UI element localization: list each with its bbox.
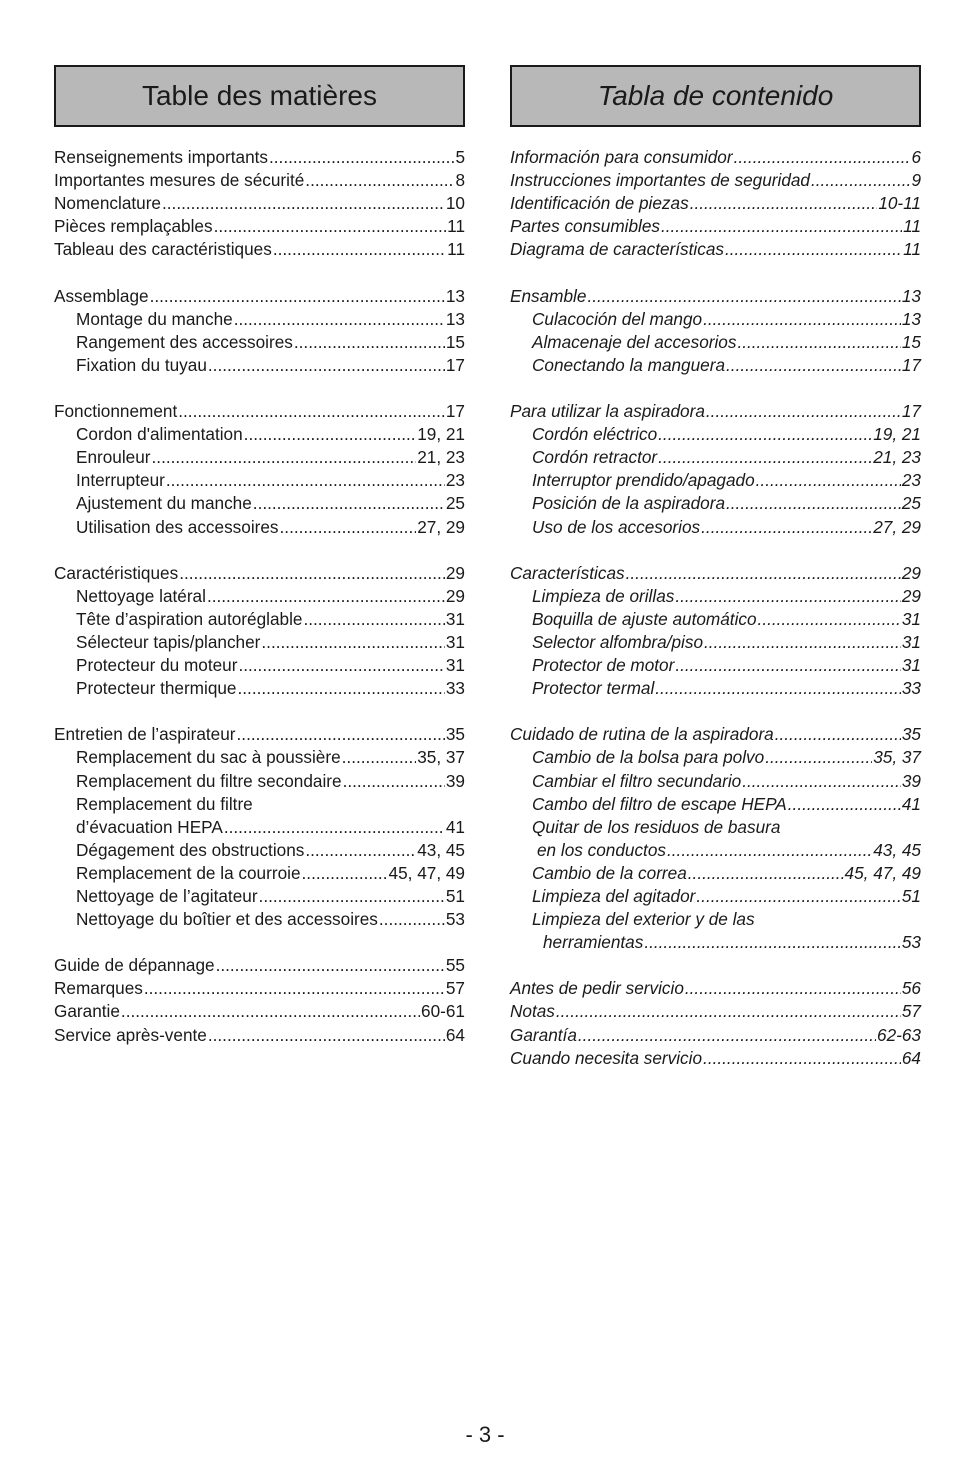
dot-leader — [178, 400, 445, 423]
dot-leader — [244, 423, 417, 446]
toc-entry-page: 33 — [445, 678, 465, 699]
toc-entry-label: Remplacement de la courroie — [76, 862, 301, 883]
dot-leader — [658, 446, 872, 469]
toc-subentry — [510, 608, 921, 631]
toc-entry-page: 11 — [903, 239, 921, 260]
toc-entry — [510, 192, 921, 215]
toc-entry-page: 21, 23 — [417, 447, 465, 468]
spanish-column — [510, 65, 921, 1070]
toc-entry — [510, 1000, 921, 1023]
dot-leader — [685, 977, 901, 1000]
toc-entry-page: 43, 45 — [873, 839, 921, 860]
toc-entry-page: 13 — [901, 285, 921, 306]
toc-entry-label: Enrouleur — [76, 447, 151, 468]
toc-entry-page: 31 — [901, 631, 921, 652]
toc-entry-label: Para utilizar la aspiradora — [510, 401, 705, 422]
toc-entry-label: Caractéristiques — [54, 562, 179, 583]
toc-entry-page: 51 — [445, 886, 465, 906]
dot-leader — [121, 1000, 420, 1023]
toc-entry-label: Ajustement du manche — [76, 493, 252, 514]
toc-entry — [510, 146, 921, 169]
toc-subentry — [54, 469, 465, 492]
toc-entry-label: Assemblage — [54, 285, 149, 306]
toc-entry-page: 31 — [445, 608, 465, 629]
toc-entry-page: 57 — [901, 1001, 921, 1022]
toc-entry-page: 31 — [901, 608, 921, 629]
toc-entry — [510, 238, 921, 261]
toc-entry-page: 11 — [447, 216, 465, 237]
toc-entry — [54, 215, 465, 238]
dot-leader — [152, 446, 417, 469]
toc-entry — [54, 1000, 465, 1023]
toc-section-entry — [54, 400, 465, 423]
toc-subentry — [510, 908, 921, 931]
toc-subentry — [54, 654, 465, 677]
toc-entry-page: 13 — [445, 285, 465, 306]
dot-leader — [726, 354, 901, 377]
toc-entry-label: Interrupteur — [76, 470, 165, 491]
toc-entry-page: 31 — [901, 655, 921, 676]
dot-leader — [696, 885, 900, 908]
spanish-toc-title: Tabla de contenido — [510, 65, 921, 127]
toc-entry-label: Protecteur du moteur — [76, 655, 238, 676]
toc-entry-page: 5 — [455, 147, 465, 167]
toc-subentry — [510, 631, 921, 654]
toc-entry-page: 64 — [445, 1024, 465, 1045]
toc-entry-page: 9 — [911, 170, 921, 191]
toc-entry-label: Importantes mesures de sécurité — [54, 170, 305, 191]
toc-entry-page: 62-63 — [877, 1024, 921, 1045]
toc-entry-label: Quitar de los residuos de basura — [532, 816, 781, 837]
dot-leader — [811, 169, 910, 192]
toc-subentry — [510, 423, 921, 446]
toc-entry-page: 55 — [445, 955, 465, 976]
toc-entry-page: 10-11 — [878, 193, 921, 214]
toc-subentry — [54, 516, 465, 539]
dot-leader — [207, 585, 445, 608]
toc-entry-label: Nettoyage du boîtier et des accessoires — [76, 909, 378, 930]
toc-subentry — [54, 331, 465, 354]
toc-entry-page: 45, 47, 49 — [844, 862, 921, 883]
toc-entry — [510, 169, 921, 192]
toc-entry-label: Remplacement du filtre secondaire — [76, 770, 342, 791]
toc-entry-page: 45, 47, 49 — [388, 862, 465, 883]
toc-section-entry — [54, 285, 465, 308]
dot-leader — [658, 423, 872, 446]
toc-entry-page: 15 — [901, 331, 921, 352]
french-toc-title: Table des matières — [54, 65, 465, 127]
toc-subentry — [54, 354, 465, 377]
toc-section-entry — [54, 562, 465, 585]
toc-subentry — [510, 770, 921, 793]
toc-entry-page: 39 — [445, 770, 465, 791]
dot-leader — [305, 169, 454, 192]
toc-entry-page: 11 — [903, 216, 921, 237]
toc-subentry — [54, 585, 465, 608]
dot-leader — [269, 146, 454, 169]
dot-leader — [208, 354, 445, 377]
toc-entry-label: Fonctionnement — [54, 401, 178, 422]
toc-subentry — [510, 862, 921, 885]
toc-entry — [54, 146, 465, 169]
toc-entry-page: 21, 23 — [873, 447, 921, 468]
toc-entry-label: Protecteur thermique — [76, 678, 237, 699]
dot-leader — [701, 516, 872, 539]
toc-entry-label: herramientas — [543, 932, 644, 953]
toc-subentry — [54, 885, 465, 908]
dot-leader — [273, 238, 446, 261]
toc-entry-page: 53 — [901, 932, 921, 953]
dot-leader — [758, 608, 901, 631]
toc-entry-label: Garantía — [510, 1024, 577, 1045]
toc-entry-label: Cuidado de rutina de la aspiradora — [510, 724, 774, 745]
toc-entry-label: Protector termal — [532, 678, 655, 699]
toc-subentry — [54, 308, 465, 331]
dot-leader — [253, 492, 445, 515]
toc-entry-label: Boquilla de ajuste automático — [532, 608, 757, 629]
dot-leader — [690, 192, 878, 215]
toc-entry-page: 13 — [901, 308, 921, 329]
toc-entry-page: 17 — [901, 401, 921, 422]
dot-leader — [706, 400, 901, 423]
toc-entry-label: Diagrama de características — [510, 239, 724, 260]
toc-subentry — [510, 839, 921, 862]
toc-subentry — [510, 469, 921, 492]
dot-leader — [742, 770, 901, 793]
toc-subentry — [510, 654, 921, 677]
toc-entry-label: Características — [510, 562, 625, 583]
dot-leader — [725, 238, 902, 261]
dot-leader — [238, 677, 445, 700]
dot-leader — [259, 885, 445, 908]
toc-entry-page: 31 — [445, 631, 465, 652]
dot-leader — [216, 954, 445, 977]
dot-leader — [704, 631, 901, 654]
toc-entry-page: 25 — [445, 493, 465, 514]
toc-entry-page: 27, 29 — [873, 516, 921, 537]
toc-entry-page: 60-61 — [421, 1001, 465, 1022]
dot-leader — [675, 585, 901, 608]
dot-leader — [775, 723, 901, 746]
toc-entry-label: Pièces remplaçables — [54, 216, 213, 237]
toc-entry-label: Service après-vente — [54, 1024, 207, 1045]
toc-entry-label: Partes consumibles — [510, 216, 660, 237]
toc-subentry — [510, 585, 921, 608]
dot-leader — [556, 1000, 901, 1023]
toc-entry — [54, 238, 465, 261]
toc-entry-label: Conectando la manguera — [532, 354, 726, 375]
toc-entry-label: Uso de los accesorios — [532, 516, 701, 537]
dot-leader — [655, 677, 901, 700]
dot-leader — [788, 793, 901, 816]
toc-entry — [510, 215, 921, 238]
toc-entry-page: 15 — [445, 331, 465, 352]
dot-leader — [587, 285, 900, 308]
dot-leader — [166, 469, 445, 492]
dot-leader — [224, 816, 445, 839]
toc-entry-label: Nettoyage de l’agitateur — [76, 886, 258, 906]
toc-entry-page: 29 — [445, 562, 465, 583]
toc-entry-page: 41 — [901, 793, 921, 814]
toc-entry-label: Remplacement du filtre — [76, 793, 253, 814]
toc-entry-page: 35, 37 — [417, 747, 465, 768]
toc-entry-page: 23 — [445, 470, 465, 491]
toc-entry — [510, 977, 921, 1000]
toc-section-entry — [510, 723, 921, 746]
toc-entry-label: Rangement des accessoires — [76, 331, 293, 352]
dot-leader — [703, 308, 901, 331]
dot-leader — [208, 1024, 445, 1047]
toc-entry-label: Limpieza del agitador — [532, 886, 696, 906]
toc-entry-label: Dégagement des obstructions — [76, 839, 305, 860]
page-number: - 3 - — [465, 1422, 505, 1447]
toc-entry-page: 29 — [901, 562, 921, 583]
toc-entry-page: 43, 45 — [417, 839, 465, 860]
toc-entry-page: 53 — [445, 909, 465, 930]
toc-entry-label: en los conductos — [537, 839, 666, 860]
toc-section-entry — [510, 285, 921, 308]
toc-entry-page: 6 — [911, 147, 921, 167]
toc-entry-page: 64 — [901, 1047, 921, 1068]
toc-entry-page: 56 — [901, 978, 921, 999]
dot-leader — [343, 770, 445, 793]
toc-section-entry — [54, 723, 465, 746]
dot-leader — [726, 492, 901, 515]
toc-entry-label: Interruptor prendido/apagado — [532, 470, 755, 491]
toc-subentry — [510, 331, 921, 354]
toc-entry-label: Antes de pedir servicio — [510, 978, 684, 999]
dot-leader — [302, 862, 388, 885]
dot-leader — [688, 862, 844, 885]
toc-entry-page: 19, 21 — [873, 424, 921, 445]
toc-entry-label: Nettoyage latéral — [76, 585, 206, 606]
dot-leader — [150, 285, 445, 308]
toc-entry-page: 35 — [445, 724, 465, 745]
toc-entry-label: Cuando necesita servicio — [510, 1047, 703, 1068]
dot-leader — [644, 931, 901, 954]
dot-leader — [179, 562, 445, 585]
toc-subentry — [54, 492, 465, 515]
toc-entry-label: d’évacuation HEPA — [76, 816, 223, 837]
toc-subentry — [510, 446, 921, 469]
dot-leader — [737, 331, 900, 354]
toc-subentry — [510, 816, 921, 839]
dot-leader — [756, 469, 901, 492]
dot-leader — [734, 146, 911, 169]
toc-subentry — [510, 354, 921, 377]
toc-entry-page: 17 — [445, 354, 465, 375]
toc-entry-page: 29 — [901, 585, 921, 606]
dot-leader — [261, 631, 444, 654]
toc-subentry — [54, 446, 465, 469]
toc-entry-label: Notas — [510, 1001, 555, 1022]
toc-entry-label: Garantie — [54, 1001, 120, 1022]
toc-section-entry — [510, 562, 921, 585]
toc-entry-page: 27, 29 — [417, 516, 465, 537]
toc-entry-page: 19, 21 — [417, 424, 465, 445]
toc-entry-label: Limpieza del exterior y de las — [532, 909, 755, 930]
dot-leader — [305, 839, 416, 862]
toc-entry-page: 57 — [445, 978, 465, 999]
dot-leader — [765, 746, 872, 769]
toc-entry-label: Selector alfombra/piso — [532, 631, 704, 652]
toc-entry-label: Posición de la aspiradora — [532, 493, 725, 514]
toc-entry — [510, 1047, 921, 1070]
toc-entry-label: Cambio de la correa — [532, 862, 687, 883]
toc-entry-label: Entretien de l’aspirateur — [54, 724, 236, 745]
toc-entry-page: 17 — [901, 354, 921, 375]
dot-leader — [238, 654, 444, 677]
toc-entry-page: 23 — [901, 470, 921, 491]
toc-entry-label: Almacenaje del accesorios — [532, 331, 737, 352]
toc-entry-label: Renseignements importants — [54, 147, 268, 167]
dot-leader — [237, 723, 445, 746]
toc-entry-label: Utilisation des accessoires — [76, 516, 279, 537]
toc-subentry — [510, 308, 921, 331]
toc-subentry — [510, 677, 921, 700]
toc-entry-label: Tête d’aspiration autoréglable — [76, 608, 303, 629]
dot-leader — [144, 977, 445, 1000]
toc-entry-page: 35, 37 — [873, 747, 921, 768]
toc-entry-label: Fixation du tuyau — [76, 354, 207, 375]
toc-entry-page: 31 — [445, 655, 465, 676]
toc-subentry — [510, 885, 921, 908]
toc-entry-page: 33 — [901, 678, 921, 699]
dot-leader — [294, 331, 445, 354]
toc-section-entry — [510, 400, 921, 423]
toc-entry-label: Cambiar el filtro secundario — [532, 770, 742, 791]
toc-entry-label: Cambo del filtro de escape HEPA — [532, 793, 787, 814]
toc-subentry — [54, 770, 465, 793]
toc-entry-page: 39 — [901, 770, 921, 791]
toc-subentry — [54, 423, 465, 446]
toc-entry-page: 10 — [445, 193, 465, 214]
toc-subentry — [54, 631, 465, 654]
toc-subentry — [54, 816, 465, 839]
dot-leader — [234, 308, 445, 331]
toc-subentry — [54, 862, 465, 885]
toc-entry-label: Nomenclature — [54, 193, 161, 214]
toc-entry-page: 25 — [901, 493, 921, 514]
toc-entry-label: Información para consumidor — [510, 147, 733, 167]
toc-entry-label: Guide de dépannage — [54, 955, 215, 976]
dot-leader — [667, 839, 872, 862]
toc-entry-page: 35 — [901, 724, 921, 745]
toc-entry — [54, 192, 465, 215]
french-toc-list — [54, 146, 465, 1047]
toc-entry-label: Cordón retractor — [532, 447, 658, 468]
toc-subentry — [54, 839, 465, 862]
toc-subentry — [54, 746, 465, 769]
dot-leader — [162, 192, 445, 215]
toc-subentry — [54, 677, 465, 700]
toc-entry-label: Cordón eléctrico — [532, 424, 658, 445]
toc-subentry — [510, 492, 921, 515]
toc-entry-label: Ensamble — [510, 285, 587, 306]
toc-entry-label: Montage du manche — [76, 308, 233, 329]
toc-entry-label: Tableau des caractéristiques — [54, 239, 272, 260]
toc-entry — [54, 954, 465, 977]
dot-leader — [661, 215, 902, 238]
dot-leader — [578, 1024, 876, 1047]
toc-subentry — [510, 746, 921, 769]
toc-entry-label: Sélecteur tapis/plancher — [76, 631, 261, 652]
toc-entry-label: Identificación de piezas — [510, 193, 689, 214]
dot-leader — [214, 215, 447, 238]
toc-entry-label: Culacoción del mango — [532, 308, 703, 329]
toc-entry — [54, 1024, 465, 1047]
toc-subentry — [510, 931, 921, 954]
toc-entry-label: Remarques — [54, 978, 143, 999]
dot-leader — [280, 516, 417, 539]
toc-entry-page: 41 — [445, 816, 465, 837]
toc-entry-label: Limpieza de orillas — [532, 585, 675, 606]
spanish-toc-list — [510, 146, 921, 1070]
toc-subentry — [54, 608, 465, 631]
dot-leader — [303, 608, 444, 631]
toc-entry — [54, 169, 465, 192]
toc-entry-label: Instrucciones importantes de seguridad — [510, 170, 810, 191]
dot-leader — [703, 1047, 901, 1070]
dot-leader — [342, 746, 417, 769]
toc-entry-page: 17 — [445, 401, 465, 422]
toc-entry-label: Cordon d'alimentation — [76, 424, 243, 445]
toc-entry-page: 29 — [445, 585, 465, 606]
toc-subentry — [510, 793, 921, 816]
toc-entry — [510, 1024, 921, 1047]
toc-entry — [54, 977, 465, 1000]
toc-entry-page: 8 — [455, 170, 465, 191]
dot-leader — [379, 908, 445, 931]
dot-leader — [626, 562, 901, 585]
dot-leader — [675, 654, 901, 677]
toc-entry-page: 51 — [901, 886, 921, 906]
french-column — [54, 65, 465, 1047]
toc-entry-page: 13 — [445, 308, 465, 329]
toc-subentry — [54, 793, 465, 816]
toc-subentry — [510, 516, 921, 539]
toc-entry-page: 11 — [447, 239, 465, 260]
toc-entry-label: Cambio de la bolsa para polvo — [532, 747, 765, 768]
toc-entry-label: Remplacement du sac à poussière — [76, 747, 341, 768]
toc-subentry — [54, 908, 465, 931]
toc-entry-label: Protector de motor — [532, 655, 675, 676]
